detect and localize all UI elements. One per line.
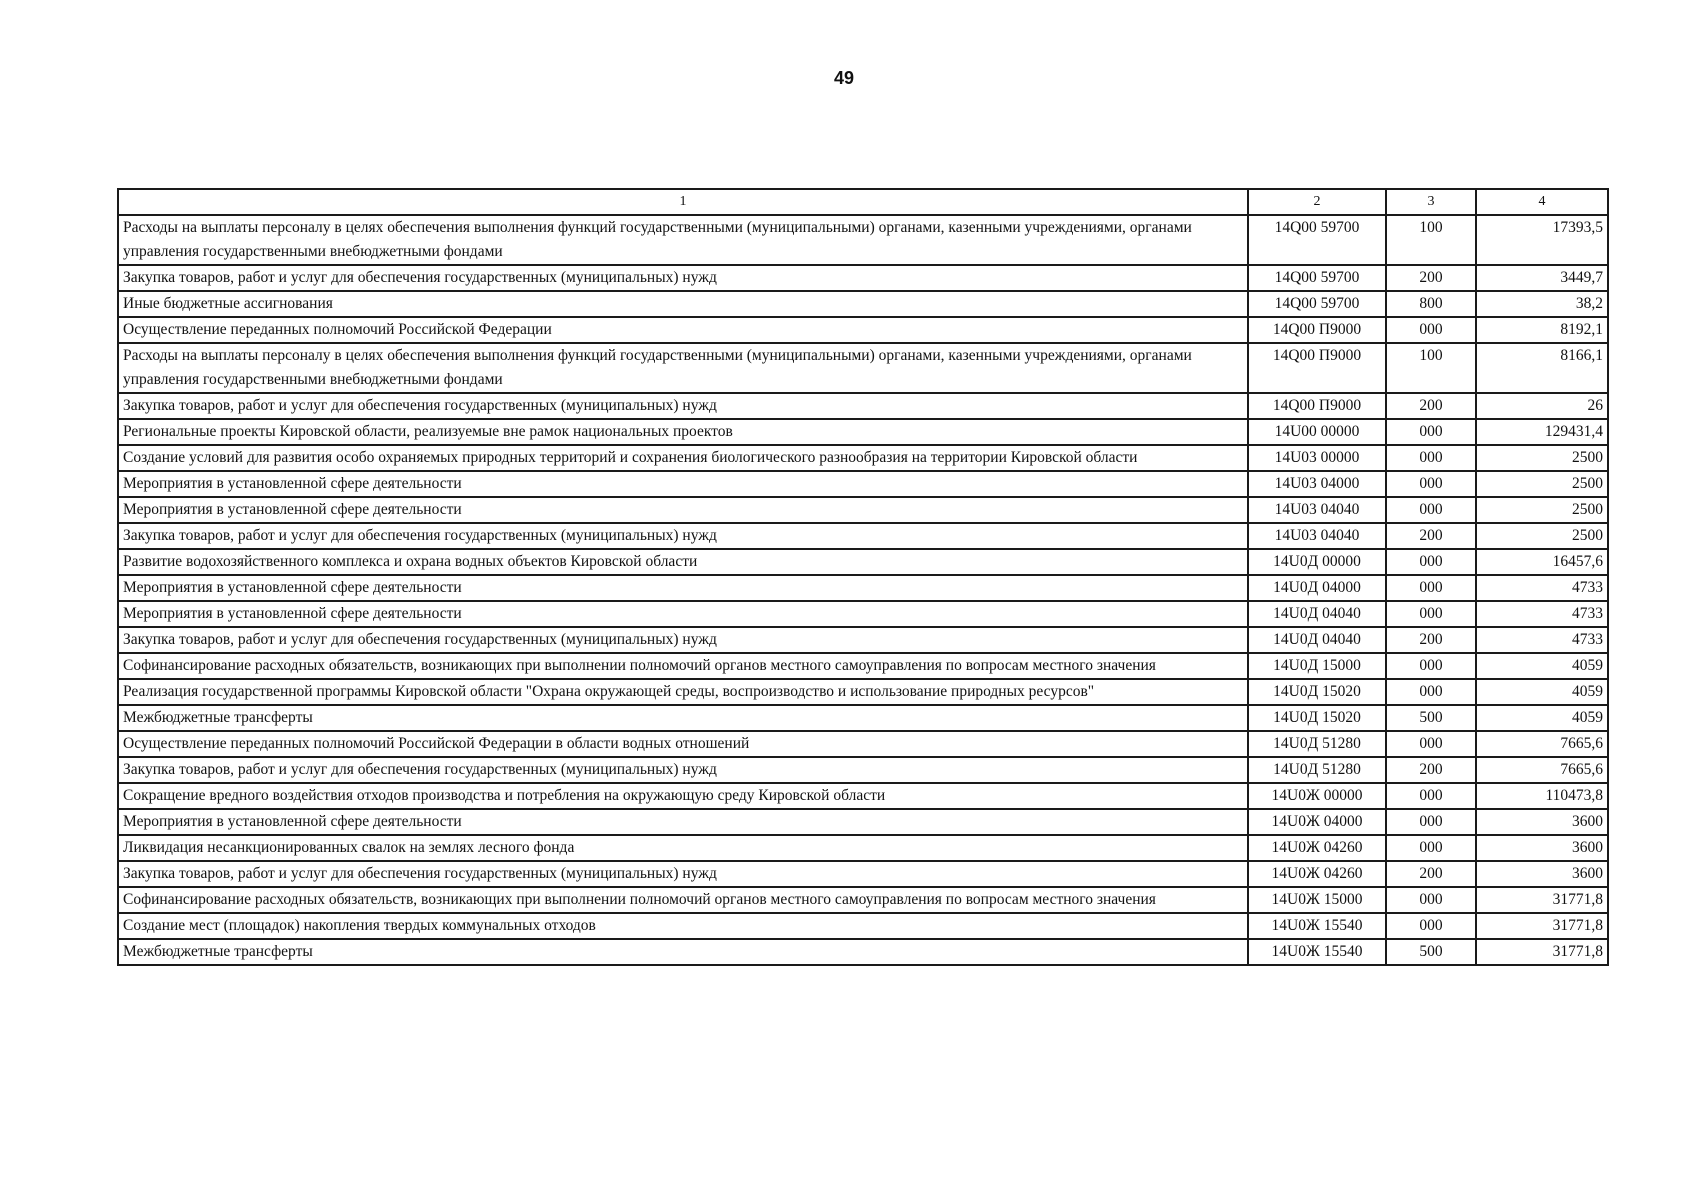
row-name-cell: Мероприятия в установленной сфере деятельности: [118, 575, 1248, 601]
table-row: [118, 835, 1608, 861]
table-body: [118, 215, 1608, 965]
column-header-3: 3: [1386, 189, 1476, 215]
row-code-cell: 14Q00 П9000: [1248, 393, 1386, 419]
row-name-cell: Осуществление переданных полномочий Российской Федерации в области водных отношений: [118, 731, 1248, 757]
row-amount-cell: 2500: [1476, 471, 1608, 497]
row-amount-cell: 31771,8: [1476, 887, 1608, 913]
table-row: [118, 887, 1608, 913]
row-amount-cell: 2500: [1476, 523, 1608, 549]
row-amount-cell: 3600: [1476, 861, 1608, 887]
table-row: [118, 861, 1608, 887]
row-code-cell: 14U0Д 00000: [1248, 549, 1386, 575]
row-name-cell: Осуществление переданных полномочий Российской Федерации: [118, 317, 1248, 343]
row-code-cell: 14U00 00000: [1248, 419, 1386, 445]
table-row: [118, 291, 1608, 317]
row-type-cell: 000: [1386, 913, 1476, 939]
row-amount-cell: 2500: [1476, 497, 1608, 523]
row-amount-cell: 7665,6: [1476, 731, 1608, 757]
table-row: [118, 497, 1608, 523]
row-code-cell: 14U03 04040: [1248, 497, 1386, 523]
row-name-cell: Мероприятия в установленной сфере деятельности: [118, 601, 1248, 627]
row-name-cell: Межбюджетные трансферты: [118, 939, 1248, 965]
row-code-cell: 14U0Ж 04000: [1248, 809, 1386, 835]
table-row: [118, 575, 1608, 601]
row-name-cell: Создание условий для развития особо охраняемых природных территорий и сохранения биологического разнообразия на территории Кировской области: [118, 445, 1248, 471]
row-type-cell: 200: [1386, 757, 1476, 783]
row-code-cell: 14Q00 59700: [1248, 265, 1386, 291]
row-amount-cell: 4733: [1476, 627, 1608, 653]
row-name-cell: Мероприятия в установленной сфере деятельности: [118, 497, 1248, 523]
row-code-cell: 14U0Д 04040: [1248, 601, 1386, 627]
row-amount-cell: 17393,5: [1476, 215, 1608, 265]
table-row: [118, 265, 1608, 291]
column-header-2: 2: [1248, 189, 1386, 215]
row-type-cell: 200: [1386, 265, 1476, 291]
table-row: [118, 343, 1608, 393]
table-row: [118, 601, 1608, 627]
row-type-cell: 000: [1386, 549, 1476, 575]
row-amount-cell: 38,2: [1476, 291, 1608, 317]
row-name-cell: Расходы на выплаты персоналу в целях обеспечения выполнения функций государственными (муниципальными) органами, казенными учреждениями, органами управления государственными внебюджетными фондами: [118, 215, 1248, 265]
row-name-cell: Иные бюджетные ассигнования: [118, 291, 1248, 317]
table-row: [118, 393, 1608, 419]
row-code-cell: 14U0Д 15020: [1248, 679, 1386, 705]
table-row: [118, 215, 1608, 265]
row-type-cell: 200: [1386, 627, 1476, 653]
row-code-cell: 14U0Ж 15000: [1248, 887, 1386, 913]
row-type-cell: 100: [1386, 343, 1476, 393]
row-amount-cell: 4059: [1476, 705, 1608, 731]
row-amount-cell: 16457,6: [1476, 549, 1608, 575]
row-amount-cell: 2500: [1476, 445, 1608, 471]
row-code-cell: 14U0Ж 00000: [1248, 783, 1386, 809]
row-name-cell: Мероприятия в установленной сфере деятельности: [118, 809, 1248, 835]
row-type-cell: 500: [1386, 939, 1476, 965]
column-header-1: 1: [118, 189, 1248, 215]
row-name-cell: Закупка товаров, работ и услуг для обеспечения государственных (муниципальных) нужд: [118, 627, 1248, 653]
table-row: [118, 705, 1608, 731]
row-code-cell: 14Q00 59700: [1248, 215, 1386, 265]
row-amount-cell: 129431,4: [1476, 419, 1608, 445]
row-name-cell: Реализация государственной программы Кировской области "Охрана окружающей среды, воспроизводство и использование природных ресурсов": [118, 679, 1248, 705]
row-code-cell: 14U03 04040: [1248, 523, 1386, 549]
row-code-cell: 14Q00 59700: [1248, 291, 1386, 317]
row-type-cell: 000: [1386, 835, 1476, 861]
row-code-cell: 14U0Д 15000: [1248, 653, 1386, 679]
row-type-cell: 200: [1386, 393, 1476, 419]
column-header-4: 4: [1476, 189, 1608, 215]
table-row: [118, 523, 1608, 549]
row-type-cell: 000: [1386, 601, 1476, 627]
table-row: [118, 627, 1608, 653]
row-type-cell: 000: [1386, 575, 1476, 601]
row-name-cell: Расходы на выплаты персоналу в целях обеспечения выполнения функций государственными (муниципальными) органами, казенными учреждениями, органами управления государственными внебюджетными фондами: [118, 343, 1248, 393]
row-code-cell: 14U0Ж 04260: [1248, 861, 1386, 887]
row-code-cell: 14U03 04000: [1248, 471, 1386, 497]
row-amount-cell: 110473,8: [1476, 783, 1608, 809]
table-row: [118, 549, 1608, 575]
row-name-cell: Ликвидация несанкционированных свалок на землях лесного фонда: [118, 835, 1248, 861]
row-amount-cell: 4059: [1476, 653, 1608, 679]
row-type-cell: 000: [1386, 783, 1476, 809]
row-amount-cell: 3449,7: [1476, 265, 1608, 291]
row-code-cell: 14Q00 П9000: [1248, 343, 1386, 393]
row-type-cell: 100: [1386, 215, 1476, 265]
table-row: [118, 913, 1608, 939]
budget-table: [117, 188, 1609, 966]
row-type-cell: 000: [1386, 809, 1476, 835]
row-name-cell: Региональные проекты Кировской области, реализуемые вне рамок национальных проектов: [118, 419, 1248, 445]
row-code-cell: 14U0Д 15020: [1248, 705, 1386, 731]
table-header: [118, 189, 1608, 215]
row-name-cell: Создание мест (площадок) накопления твердых коммунальных отходов: [118, 913, 1248, 939]
row-type-cell: 000: [1386, 653, 1476, 679]
table-row: [118, 731, 1608, 757]
row-type-cell: 000: [1386, 445, 1476, 471]
row-code-cell: 14U0Ж 04260: [1248, 835, 1386, 861]
table-row: [118, 653, 1608, 679]
row-type-cell: 800: [1386, 291, 1476, 317]
header-row: [118, 189, 1608, 215]
row-name-cell: Межбюджетные трансферты: [118, 705, 1248, 731]
row-amount-cell: 4733: [1476, 601, 1608, 627]
table-row: [118, 939, 1608, 965]
row-code-cell: 14U0Д 51280: [1248, 731, 1386, 757]
row-amount-cell: 31771,8: [1476, 913, 1608, 939]
row-amount-cell: 4059: [1476, 679, 1608, 705]
row-code-cell: 14U0Д 04000: [1248, 575, 1386, 601]
row-amount-cell: 26: [1476, 393, 1608, 419]
row-type-cell: 200: [1386, 861, 1476, 887]
row-name-cell: Мероприятия в установленной сфере деятельности: [118, 471, 1248, 497]
row-type-cell: 000: [1386, 419, 1476, 445]
row-name-cell: Закупка товаров, работ и услуг для обеспечения государственных (муниципальных) нужд: [118, 393, 1248, 419]
row-type-cell: 000: [1386, 731, 1476, 757]
row-amount-cell: 8192,1: [1476, 317, 1608, 343]
row-code-cell: 14U0Д 04040: [1248, 627, 1386, 653]
table-row: [118, 471, 1608, 497]
row-name-cell: Закупка товаров, работ и услуг для обеспечения государственных (муниципальных) нужд: [118, 757, 1248, 783]
page-number: 49: [833, 68, 855, 88]
row-amount-cell: 8166,1: [1476, 343, 1608, 393]
row-name-cell: Софинансирование расходных обязательств, возникающих при выполнении полномочий органов местного самоуправления по вопросам местного значения: [118, 887, 1248, 913]
row-name-cell: Сокращение вредного воздействия отходов производства и потребления на окружающую среду Кировской области: [118, 783, 1248, 809]
row-code-cell: 14U03 00000: [1248, 445, 1386, 471]
row-name-cell: Закупка товаров, работ и услуг для обеспечения государственных (муниципальных) нужд: [118, 861, 1248, 887]
row-name-cell: Закупка товаров, работ и услуг для обеспечения государственных (муниципальных) нужд: [118, 265, 1248, 291]
row-name-cell: Софинансирование расходных обязательств, возникающих при выполнении полномочий органов местного самоуправления по вопросам местного значения: [118, 653, 1248, 679]
row-type-cell: 200: [1386, 523, 1476, 549]
row-type-cell: 000: [1386, 317, 1476, 343]
table-row: [118, 783, 1608, 809]
row-code-cell: 14U0Ж 15540: [1248, 913, 1386, 939]
row-amount-cell: 3600: [1476, 809, 1608, 835]
row-type-cell: 000: [1386, 471, 1476, 497]
row-type-cell: 000: [1386, 679, 1476, 705]
row-code-cell: 14U0Ж 15540: [1248, 939, 1386, 965]
row-amount-cell: 3600: [1476, 835, 1608, 861]
row-code-cell: 14Q00 П9000: [1248, 317, 1386, 343]
row-code-cell: 14U0Д 51280: [1248, 757, 1386, 783]
table-row: [118, 317, 1608, 343]
table-row: [118, 419, 1608, 445]
row-type-cell: 000: [1386, 887, 1476, 913]
row-amount-cell: 7665,6: [1476, 757, 1608, 783]
table-row: [118, 809, 1608, 835]
row-name-cell: Закупка товаров, работ и услуг для обеспечения государственных (муниципальных) нужд: [118, 523, 1248, 549]
row-name-cell: Развитие водохозяйственного комплекса и охрана водных объектов Кировской области: [118, 549, 1248, 575]
table-row: [118, 679, 1608, 705]
table-row: [118, 445, 1608, 471]
table-row: [118, 757, 1608, 783]
row-type-cell: 000: [1386, 497, 1476, 523]
row-amount-cell: 4733: [1476, 575, 1608, 601]
row-type-cell: 500: [1386, 705, 1476, 731]
row-amount-cell: 31771,8: [1476, 939, 1608, 965]
